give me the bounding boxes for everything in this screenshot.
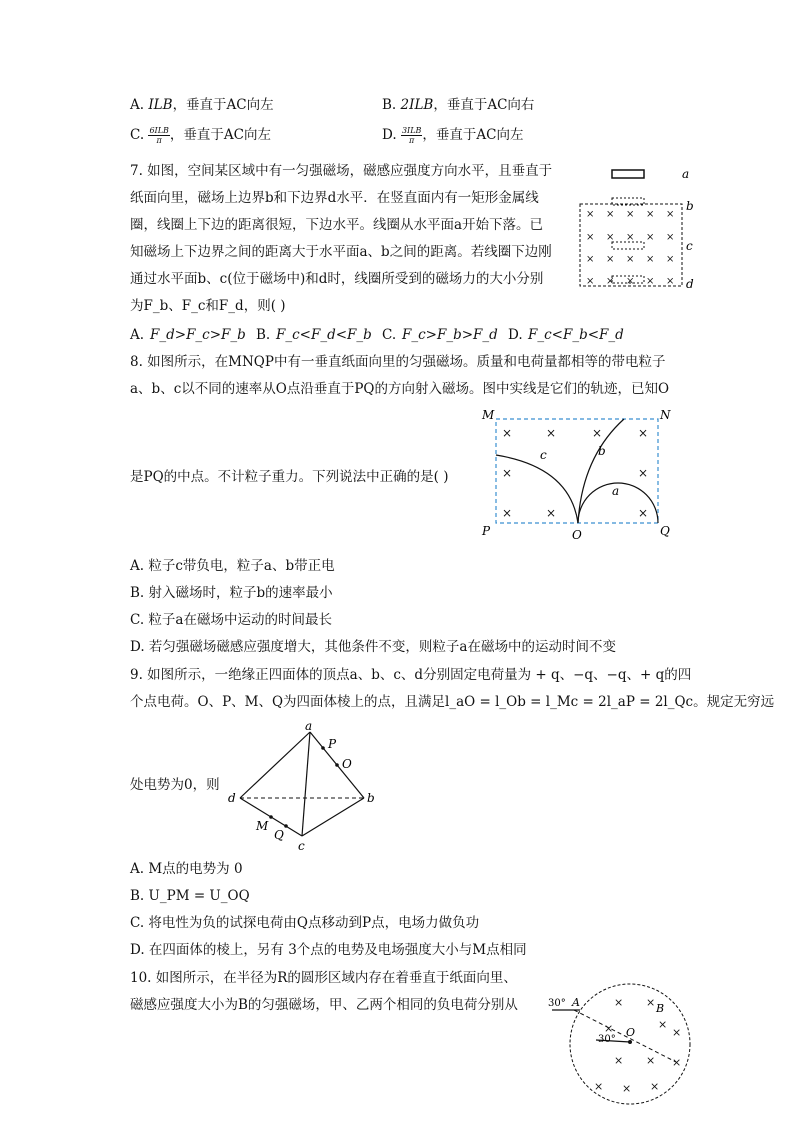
- q7-option-d: D.: [508, 327, 523, 343]
- edge-bc: [302, 798, 364, 836]
- q7-option-b-text: F_c<F_d<F_b: [276, 327, 372, 343]
- label-a: a: [305, 719, 313, 733]
- angle-label-top: 30°: [548, 998, 566, 1009]
- coil-at-a: [612, 170, 644, 178]
- label-b: b: [686, 199, 694, 213]
- q7-option-d-text: F_c<F_b<F_d: [528, 327, 624, 343]
- field-crosses: [594, 996, 681, 1095]
- svg-text:×: ×: [502, 506, 513, 520]
- label-B: B: [656, 1002, 665, 1015]
- q8-option-a: A. 粒子c带负电，粒子a、b带正电: [130, 558, 335, 574]
- center-O: [628, 1040, 632, 1044]
- q8-line-2: a、b、c以不同的速率从O点沿垂直于PQ的方向射入磁场。图中实线是它们的轨迹，已知O: [130, 381, 670, 397]
- q7-line-6: 为F_b、F_c和F_d，则( ): [130, 298, 286, 314]
- svg-text:×: ×: [646, 276, 655, 287]
- q7-line-1: 7. 如图，空间某区域中有一匀强磁场，磁感应强度方向水平，且垂直于: [130, 163, 553, 179]
- q6-option-b-formula: 2ILB: [400, 97, 434, 113]
- q9-line-1: 9. 如图所示，一绝缘正四面体的顶点a、b、c、d分别固定电荷量为 + q、−q、−q、+ q的四: [130, 667, 692, 683]
- svg-text:×: ×: [646, 1054, 656, 1067]
- svg-text:×: ×: [586, 232, 595, 243]
- point-M: [269, 815, 273, 819]
- label-b: b: [598, 444, 606, 458]
- q6-option-c: [130, 126, 271, 145]
- q6-option-b-key: B.: [382, 97, 397, 113]
- field-region-mnqp: [496, 419, 658, 523]
- svg-text:×: ×: [666, 232, 675, 243]
- label-P: P: [482, 524, 491, 538]
- label-b: b: [367, 791, 375, 805]
- svg-text:×: ×: [626, 232, 635, 243]
- svg-text:×: ×: [666, 254, 675, 265]
- svg-text:×: ×: [666, 209, 675, 220]
- q9-option-c: C. 将电性为负的试探电荷由Q点移动到P点，电场力做负功: [130, 915, 480, 931]
- label-A: A: [572, 996, 580, 1009]
- q7-line-5: 通过水平面b、c(位于磁场中)和d时，线圈所受到的磁场力的大小分别: [130, 271, 544, 287]
- label-Q: Q: [274, 828, 284, 842]
- q7-option-a: A.: [130, 327, 145, 343]
- q7-line-2: 纸面向里，磁场上边界b和下边界d水平．在竖直面内有一矩形金属线: [130, 190, 539, 206]
- label-O: O: [626, 1026, 636, 1039]
- svg-text:×: ×: [638, 506, 649, 520]
- edge-ac: [302, 732, 310, 836]
- q9-option-b: B. U_PM = U_OQ: [130, 888, 250, 904]
- svg-text:×: ×: [672, 1026, 682, 1039]
- point-Q: [284, 824, 288, 828]
- q6-option-a-text: ，垂直于AC向左: [172, 97, 274, 113]
- svg-text:×: ×: [594, 1080, 604, 1093]
- svg-text:×: ×: [626, 254, 635, 265]
- svg-text:×: ×: [606, 232, 615, 243]
- q6-option-d-text: ，垂直于AC向左: [422, 127, 524, 143]
- svg-text:×: ×: [646, 996, 656, 1009]
- angle-label-center: 30°: [598, 1034, 616, 1045]
- label-Q: Q: [660, 524, 670, 538]
- q6-option-a-key: A.: [130, 97, 145, 113]
- q8-option-b: B. 射入磁场时，粒子b的速率最小: [130, 585, 333, 601]
- svg-text:×: ×: [606, 276, 615, 287]
- q7-option-b: B.: [256, 327, 271, 343]
- q6-option-c-frac-den: π: [156, 136, 162, 145]
- q8-line-1: 8. 如图所示，在MNQP中有一垂直纸面向里的匀强磁场。质量和电荷量都相等的带电粒子: [130, 354, 666, 370]
- svg-text:×: ×: [650, 1080, 660, 1093]
- q6-option-b-text: ，垂直于AC向右: [433, 97, 535, 113]
- q10-line-2: 磁感应强度大小为B的匀强磁场，甲、乙两个相同的负电荷分别从: [130, 997, 518, 1013]
- svg-text:×: ×: [646, 232, 655, 243]
- q7-figure: [574, 164, 704, 290]
- q6-option-c-fraction: [148, 126, 169, 145]
- q7-line-4: 知磁场上下边界之间的距离大于水平面a、b之间的距离。若线圈下边刚: [130, 244, 552, 260]
- label-N: N: [660, 408, 671, 422]
- q8-figure: [478, 407, 678, 542]
- field-crosses: [502, 426, 648, 520]
- q9-option-a: A. M点的电势为 0: [130, 861, 243, 877]
- q8-option-d: D. 若匀强磁场磁感应强度增大，其他条件不变，则粒子a在磁场中的运动时间不变: [130, 639, 616, 655]
- label-a: a: [612, 484, 620, 498]
- q6-option-c-text: ，垂直于AC向左: [169, 127, 271, 143]
- q7-option-c-text: F_c>F_b>F_d: [402, 327, 498, 343]
- svg-text:×: ×: [502, 426, 513, 440]
- edge-ad: [240, 732, 310, 798]
- svg-text:×: ×: [666, 276, 675, 287]
- svg-text:×: ×: [546, 426, 557, 440]
- q9-figure: [224, 718, 384, 852]
- svg-text:×: ×: [614, 1054, 624, 1067]
- svg-text:×: ×: [626, 209, 635, 220]
- label-c: c: [540, 448, 547, 462]
- label-d: d: [686, 277, 694, 290]
- label-a: a: [682, 167, 690, 181]
- svg-text:×: ×: [606, 254, 615, 265]
- label-M: M: [256, 819, 269, 833]
- q7-line-3: 圈，线圈上下边的距离很短，下边水平。线圈从水平面a开始下落。已: [130, 217, 544, 233]
- coil-at-c: [612, 242, 644, 249]
- svg-text:×: ×: [622, 1082, 632, 1095]
- q8-option-c: C. 粒子a在磁场中运动的时间最长: [130, 612, 332, 628]
- svg-text:×: ×: [658, 1018, 668, 1031]
- svg-text:×: ×: [604, 1022, 614, 1035]
- field-crosses: [586, 209, 674, 287]
- q8-line-3: 是PQ的中点。不计粒子重力。下列说法中正确的是( ): [130, 469, 449, 485]
- point-P: [321, 746, 325, 750]
- point-O: [335, 763, 339, 767]
- svg-text:×: ×: [638, 466, 649, 480]
- q6-option-c-frac-num: 6ILB: [149, 126, 169, 135]
- svg-text:×: ×: [614, 996, 624, 1009]
- svg-text:×: ×: [586, 276, 595, 287]
- svg-text:×: ×: [586, 209, 595, 220]
- svg-text:×: ×: [672, 1056, 682, 1069]
- q9-line-3: 处电势为0，则: [130, 777, 220, 793]
- q6-option-a-formula: ILB: [148, 97, 173, 113]
- q9-line-2: 个点电荷。O、P、M、Q为四面体棱上的点，且满足l_aO = l_Ob = l_Mc = 2l_aP = 2l_Qc。规定无穷远: [130, 694, 775, 710]
- q6-option-d-fraction: [401, 126, 422, 145]
- svg-text:×: ×: [592, 426, 603, 440]
- label-d: d: [228, 791, 236, 805]
- svg-text:×: ×: [638, 426, 649, 440]
- q7-option-a-text: F_d>F_c>F_b: [150, 327, 246, 343]
- svg-text:×: ×: [606, 209, 615, 220]
- q7-option-c: C.: [382, 327, 397, 343]
- label-P: P: [328, 737, 337, 751]
- q6-option-d-frac-den: π: [409, 136, 415, 145]
- q6-option-a: [130, 96, 274, 114]
- svg-text:×: ×: [646, 209, 655, 220]
- svg-text:×: ×: [626, 276, 635, 287]
- q6-option-c-key: C.: [130, 127, 145, 143]
- label-c: c: [298, 839, 305, 852]
- q6-option-d-key: D.: [382, 127, 397, 143]
- svg-text:×: ×: [546, 506, 557, 520]
- svg-text:×: ×: [586, 254, 595, 265]
- label-M: M: [482, 408, 495, 422]
- q6-option-d-frac-num: 3ILB: [401, 126, 422, 135]
- q10-line-1: 10. 如图所示，在半径为R的圆形区域内存在着垂直于纸面向里、: [130, 970, 517, 986]
- q9-option-d: D. 在四面体的棱上，另有 3个点的电势及电场强度大小与M点相同: [130, 942, 527, 958]
- label-c: c: [686, 239, 693, 253]
- label-O: O: [342, 757, 352, 771]
- svg-text:×: ×: [502, 466, 513, 480]
- q6-option-d: [382, 126, 523, 145]
- label-O: O: [572, 528, 582, 542]
- q6-option-b: [382, 96, 534, 114]
- q10-figure: [546, 980, 696, 1118]
- svg-text:×: ×: [646, 254, 655, 265]
